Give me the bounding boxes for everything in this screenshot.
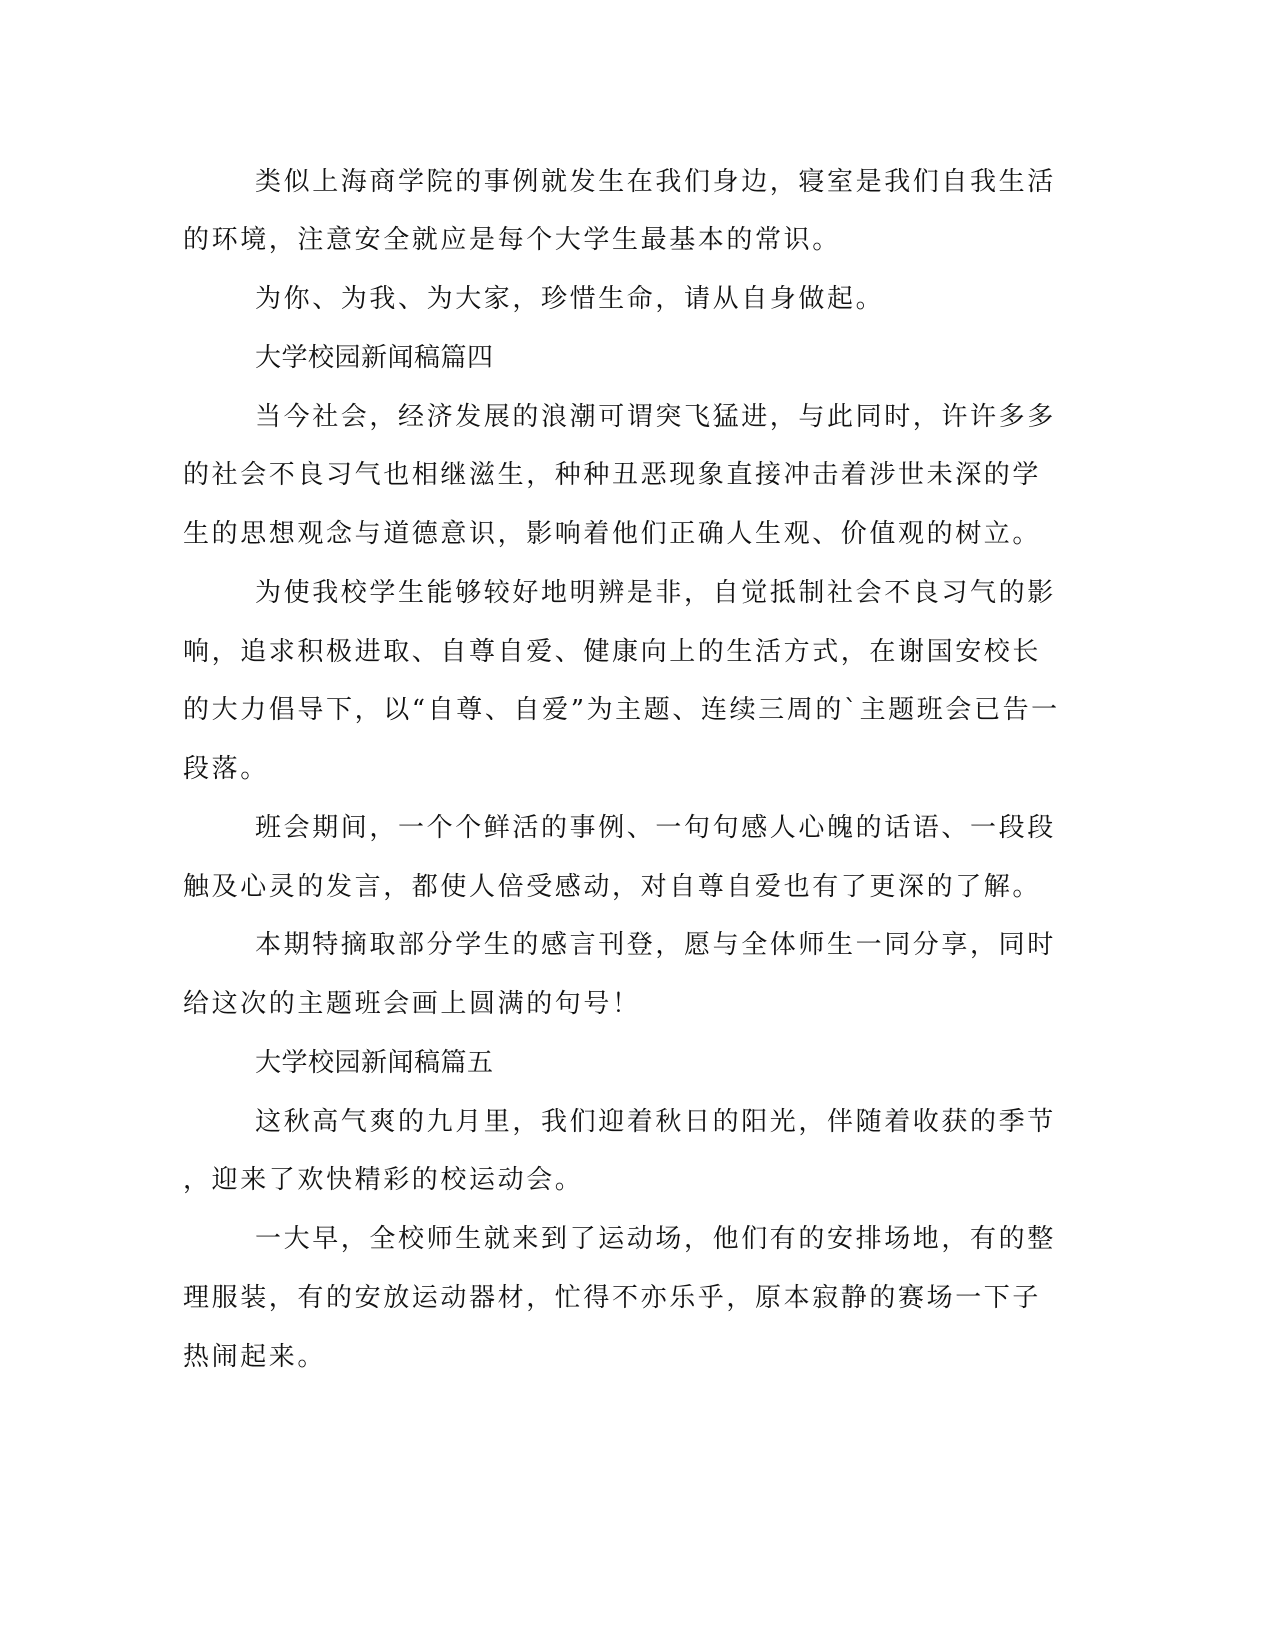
paragraph-line: 热闹起来。	[183, 1342, 327, 1372]
paragraph-line: 段落。	[183, 754, 269, 784]
paragraph-line: 响，追求积极进取、自尊自爱、健康向上的生活方式，在谢国安校长	[183, 637, 1042, 667]
paragraph-line: 这秋高气爽的九月里，我们迎着秋日的阳光，伴随着收获的季节	[255, 1107, 1056, 1137]
paragraph-line: 触及心灵的发言，都使人倍受感动，对自尊自爱也有了更深的了解。	[183, 872, 1042, 902]
paragraph-line: 的大力倡导下，以“自尊、自爱”为主题、连续三周的`主题班会已告一	[183, 695, 1060, 725]
section-heading: 大学校园新闻稿篇四	[255, 343, 494, 373]
paragraph-line: 给这次的主题班会画上圆满的句号！	[183, 989, 641, 1019]
paragraph-line: 本期特摘取部分学生的感言刊登，愿与全体师生一同分享，同时	[255, 930, 1056, 960]
paragraph-line: ，迎来了欢快精彩的校运动会。	[183, 1165, 584, 1195]
paragraph-line: 的社会不良习气也相继滋生，种种丑恶现象直接冲击着涉世未深的学	[183, 460, 1042, 490]
paragraph-line: 生的思想观念与道德意识，影响着他们正确人生观、价值观的树立。	[183, 519, 1042, 549]
paragraph-line: 理服装，有的安放运动器材，忙得不亦乐乎，原本寂静的赛场一下子	[183, 1283, 1042, 1313]
paragraph-line: 类似上海商学院的事例就发生在我们身边，寝室是我们自我生活	[255, 167, 1056, 197]
paragraph-line: 班会期间，一个个鲜活的事例、一句句感人心魄的话语、一段段	[255, 813, 1056, 843]
paragraph-line: 为使我校学生能够较好地明辨是非，自觉抵制社会不良习气的影	[255, 578, 1056, 608]
paragraph-line: 当今社会，经济发展的浪潮可谓突飞猛进，与此同时，许许多多	[255, 402, 1056, 432]
paragraph-line: 的环境，注意安全就应是每个大学生最基本的常识。	[183, 225, 841, 255]
paragraph-line: 一大早，全校师生就来到了运动场，他们有的安排场地，有的整	[255, 1224, 1056, 1254]
section-heading: 大学校园新闻稿篇五	[255, 1048, 494, 1078]
paragraph-line: 为你、为我、为大家，珍惜生命，请从自身做起。	[255, 284, 885, 314]
